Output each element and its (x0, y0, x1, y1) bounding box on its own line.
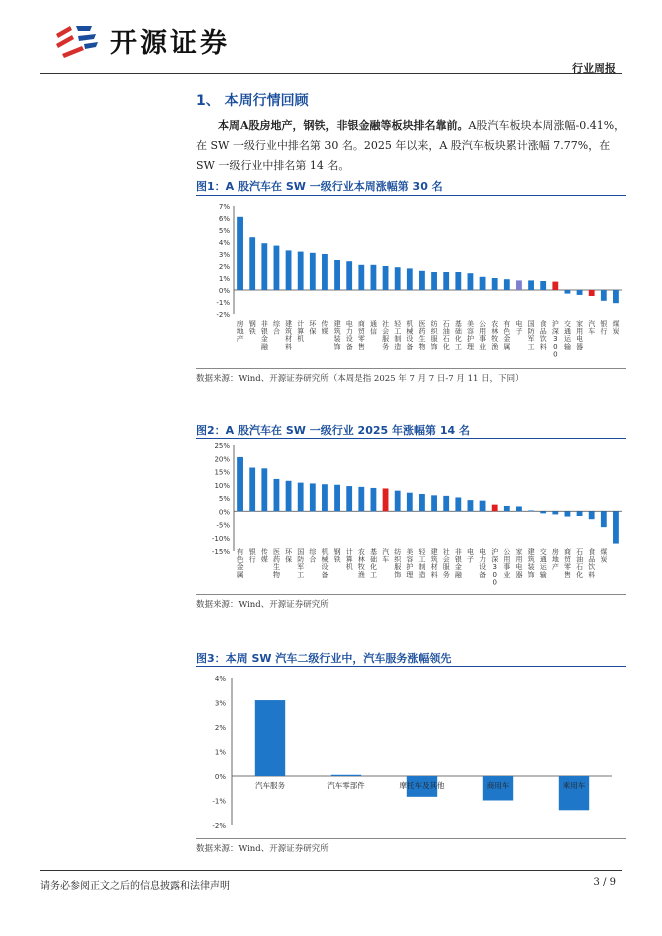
category-label: 交通运输 (539, 548, 547, 579)
summary-body: A股汽车板块本周涨幅-0.41%，在 SW 一级行业中排名第 30 名。2025 年以来，A 股汽车板块累计涨幅 7.77%，在 SW 一级行业中排名第 14 名。 (196, 119, 626, 172)
figure-2-source: 数据来源：Wind、开源证券研究所 (196, 600, 329, 610)
y-tick-label: -1% (212, 797, 226, 806)
bar (286, 481, 292, 511)
bar (395, 491, 401, 512)
bar (468, 273, 474, 290)
category-label: 银行 (600, 320, 608, 336)
bar (322, 484, 328, 511)
bar (468, 500, 474, 511)
category-label: 摩托车及其他 (399, 781, 445, 790)
y-tick-label: -5% (216, 521, 230, 530)
bar (261, 243, 267, 290)
category-label: 非银金融 (260, 320, 268, 351)
category-label: 传媒 (321, 320, 329, 336)
y-tick-label: 0% (214, 773, 226, 781)
bar (455, 272, 461, 290)
category-label: 石油石化 (576, 548, 584, 579)
category-label: 轻工制造 (394, 320, 402, 351)
category-label: 纺织服饰 (394, 548, 402, 579)
bar (286, 250, 292, 290)
y-tick-label: 2% (218, 263, 230, 271)
bar (443, 272, 449, 290)
category-label: 公用事业 (479, 320, 487, 351)
y-tick-label: -1% (216, 299, 230, 307)
report-type: 行业周报 (572, 62, 616, 75)
y-tick-label: 1% (214, 748, 226, 757)
category-label: 有色金属 (236, 548, 244, 579)
bar (565, 511, 571, 516)
figure-1-chart (196, 198, 626, 366)
category-label: 家用电器 (576, 320, 584, 351)
section-title: 1、 本周行情回顾 (196, 93, 309, 109)
category-label: 有色金属 (503, 320, 511, 351)
summary-paragraph (196, 116, 626, 176)
bar (528, 280, 534, 290)
bar (528, 510, 534, 511)
bar (504, 506, 510, 511)
y-tick-label: -2% (216, 311, 230, 319)
category-label: 非银金融 (454, 548, 462, 579)
bar (601, 511, 607, 527)
figure-2-chart (196, 440, 626, 592)
category-label: 计算机 (297, 320, 305, 344)
category-label: 沪深 3 0 0 (551, 320, 559, 359)
bar (613, 511, 619, 543)
category-label: 商贸零售 (357, 320, 365, 351)
bar (310, 253, 316, 290)
figure-2-top-rule (196, 438, 626, 439)
bar (383, 488, 389, 511)
category-label: 电力设备 (479, 548, 487, 579)
category-label: 钢铁 (333, 548, 341, 564)
category-label: 美容护理 (466, 320, 474, 351)
bar (407, 268, 413, 290)
category-label: 商贸零售 (563, 548, 571, 579)
y-tick-label: 5% (218, 227, 230, 235)
bar (516, 280, 522, 290)
category-label: 农林牧渔 (357, 548, 365, 579)
category-label: 农林牧渔 (491, 320, 499, 351)
bar (237, 457, 243, 511)
category-label: 美容护理 (406, 548, 414, 579)
bar (443, 496, 449, 511)
y-tick-label: 7% (218, 203, 230, 211)
bar (552, 282, 558, 290)
summary-lead: 本周A股房地产，钢铁，非银金融等板块排名靠前。 (218, 119, 469, 132)
category-label: 沪深 3 0 0 (491, 548, 499, 587)
figure-3-title: 图3：本周 SW 汽车二级行业中，汽车服务涨幅领先 (196, 652, 452, 665)
figure-1-bottom-rule (196, 368, 626, 369)
bar (431, 495, 437, 511)
y-tick-label: 25% (214, 442, 230, 450)
y-tick-label: 20% (214, 455, 230, 464)
bar (419, 271, 425, 290)
bar (334, 485, 340, 512)
bar (358, 265, 364, 290)
category-label: 机械设备 (321, 548, 329, 579)
y-tick-label: 15% (214, 468, 230, 477)
bar (419, 494, 425, 511)
y-tick-label: 0% (218, 287, 230, 295)
category-label: 环保 (309, 320, 317, 336)
y-tick-label: -10% (211, 534, 230, 543)
category-label: 基础化工 (454, 320, 462, 351)
category-label: 建筑材料 (285, 320, 293, 351)
bar (298, 252, 304, 290)
bar (431, 272, 437, 290)
category-label: 房地产 (551, 548, 559, 572)
category-label: 房地产 (236, 320, 244, 344)
figure-3-chart (196, 668, 626, 836)
figure-2-title: 图2：A 股汽车在 SW 一级行业 2025 年涨幅第 14 名 (196, 424, 470, 437)
category-label: 公用事业 (503, 548, 511, 579)
bar (322, 254, 328, 290)
y-tick-label: 3% (214, 699, 226, 708)
category-label: 钢铁 (248, 320, 256, 336)
bar (346, 261, 352, 290)
y-tick-label: -15% (211, 548, 230, 556)
bar (331, 775, 361, 776)
bar (346, 486, 352, 511)
figure-3-top-rule (196, 666, 626, 667)
figure-1-title: 图1：A 股汽车在 SW 一级行业本周涨幅第 30 名 (196, 180, 443, 193)
category-label: 通信 (369, 320, 377, 336)
bar (455, 497, 461, 511)
bar (492, 278, 498, 290)
bar (407, 493, 413, 512)
bar (577, 511, 583, 516)
bar (255, 700, 285, 776)
footer-disclaimer: 请务必参阅正文之后的信息披露和法律声明 (40, 881, 230, 892)
category-label: 食品饮料 (588, 548, 596, 579)
bar (249, 468, 255, 512)
category-label: 电力设备 (345, 320, 353, 351)
y-tick-label: 10% (214, 481, 230, 490)
page-number: 3 / 9 (593, 877, 616, 888)
category-label: 环保 (285, 548, 293, 564)
y-tick-label: 2% (214, 724, 226, 732)
category-label: 纺织服饰 (430, 320, 438, 351)
bar (383, 266, 389, 290)
bar (395, 267, 401, 290)
bar (516, 506, 522, 511)
bar (261, 468, 267, 511)
category-label: 医药生物 (272, 548, 280, 579)
bar (613, 290, 619, 303)
figure-1-source: 数据来源：Wind、开源证券研究所（本周是指 2025 年 7 月 7 日-7 月 11 日，下同） (196, 374, 524, 384)
y-tick-label: 6% (218, 215, 230, 223)
bar (480, 501, 486, 512)
figure-3-source: 数据来源：Wind、开源证券研究所 (196, 844, 329, 854)
category-label: 机械设备 (406, 320, 414, 351)
category-label: 计算机 (345, 548, 353, 572)
bar (577, 290, 583, 295)
bar (589, 511, 595, 519)
bar (274, 479, 280, 511)
category-label: 电子 (466, 548, 474, 564)
y-tick-label: 1% (218, 275, 230, 283)
category-label: 汽车零部件 (327, 781, 365, 790)
y-tick-label: 5% (218, 495, 230, 503)
category-label: 综合 (272, 320, 280, 336)
category-label: 煤炭 (600, 548, 608, 564)
category-label: 社会服务 (382, 320, 390, 351)
bar (540, 281, 546, 290)
bar (565, 290, 571, 294)
y-tick-label: 4% (218, 239, 230, 247)
y-tick-label: -2% (212, 822, 226, 830)
category-label: 建筑材料 (430, 548, 438, 579)
bar (371, 265, 377, 290)
bar (249, 237, 255, 290)
bar (358, 487, 364, 511)
category-label: 汽车服务 (255, 781, 285, 790)
category-label: 建筑装饰 (527, 548, 535, 579)
y-tick-label: 3% (218, 251, 230, 259)
category-label: 医药生物 (418, 320, 426, 351)
y-tick-label: 4% (214, 675, 226, 683)
company-logo (52, 20, 230, 60)
category-label: 银行 (248, 548, 256, 564)
category-label: 食品饮料 (539, 320, 547, 351)
bar (492, 505, 498, 512)
category-label: 基础化工 (369, 548, 377, 579)
category-label: 传媒 (260, 548, 268, 564)
category-label: 轻工制造 (418, 548, 426, 579)
category-label: 商用车 (486, 781, 510, 790)
figure-2-bottom-rule (196, 594, 626, 595)
category-label: 汽车 (588, 320, 596, 336)
category-label: 交通运输 (563, 320, 571, 351)
category-label: 综合 (309, 548, 317, 564)
footer-divider (40, 870, 622, 871)
bar (589, 290, 595, 296)
bar (237, 217, 243, 290)
category-label: 煤炭 (612, 320, 620, 336)
category-label: 电子 (515, 320, 523, 336)
figure-1-top-rule (196, 195, 626, 196)
y-tick-label: 0% (218, 508, 230, 517)
figure-3-bottom-rule (196, 838, 626, 839)
category-label: 石油石化 (442, 320, 450, 351)
bar (334, 260, 340, 290)
category-label: 国防军工 (527, 320, 535, 351)
header-divider (40, 73, 622, 74)
logo-mark-icon (52, 20, 102, 60)
category-label: 乘用车 (562, 781, 586, 790)
category-label: 汽车 (382, 548, 390, 564)
bar (480, 277, 486, 290)
bar (371, 488, 377, 511)
category-label: 国防军工 (297, 548, 305, 579)
bar (540, 511, 546, 513)
bar (298, 483, 304, 512)
bar (552, 511, 558, 514)
bar (504, 279, 510, 290)
category-label: 家用电器 (515, 548, 523, 579)
category-label: 社会服务 (442, 548, 450, 579)
logo-text: 开源证券 (110, 27, 230, 59)
category-label: 建筑装饰 (333, 320, 341, 351)
bar (601, 290, 607, 301)
bar (274, 246, 280, 290)
bar (310, 483, 316, 511)
